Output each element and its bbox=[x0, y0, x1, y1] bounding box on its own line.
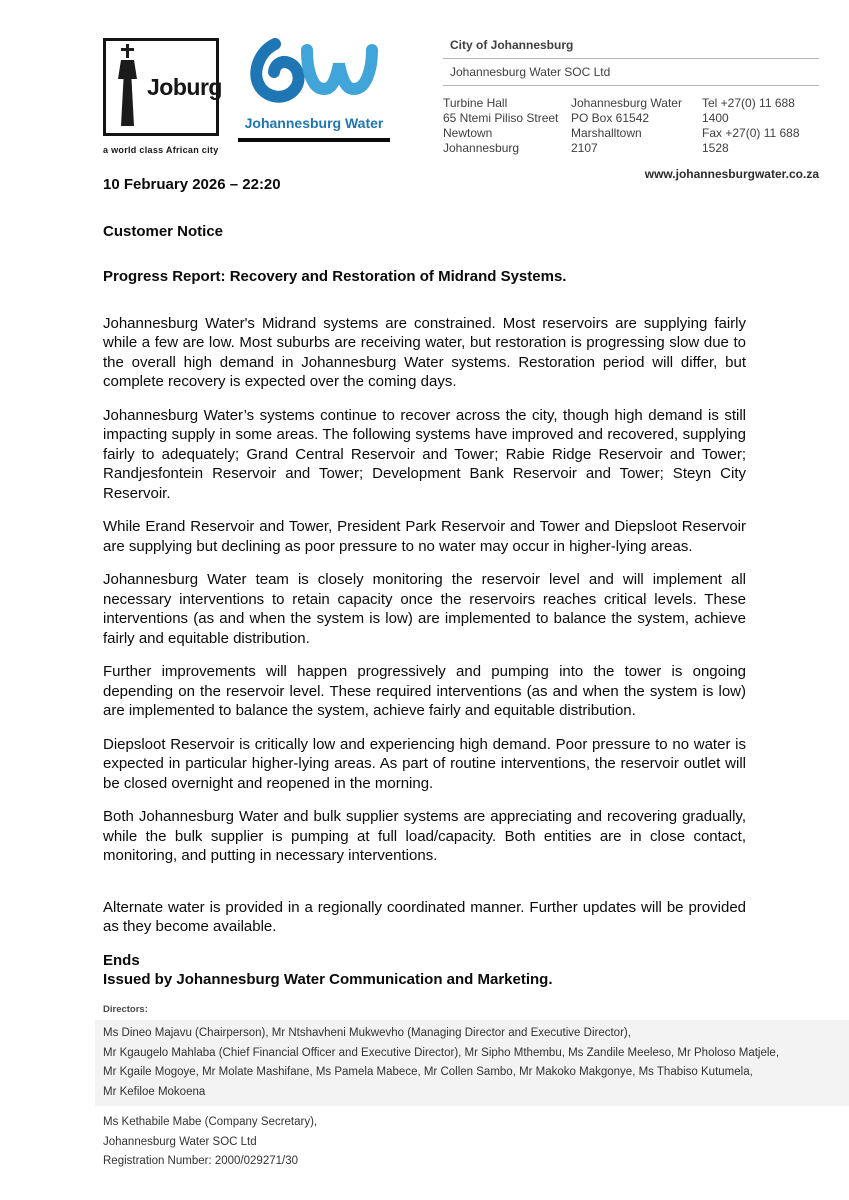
city-name: City of Johannesburg bbox=[450, 38, 574, 52]
secretary-block bbox=[95, 1113, 849, 1172]
address-line: 2107 bbox=[571, 141, 598, 155]
header-divider bbox=[443, 85, 819, 86]
address-line: Marshalltown bbox=[571, 126, 642, 140]
ends-label: Ends bbox=[103, 951, 140, 969]
address-line: Johannesburg Water bbox=[571, 96, 682, 110]
jw-logo-text: Johannesburg Water bbox=[244, 115, 384, 131]
tel-line: Tel +27(0) 11 688 1400 bbox=[702, 96, 795, 125]
directors-line: Mr Kgaile Mogoye, Mr Molate Mashifane, Ms Pamela Mabece, Mr Collen Sambo, Mr Makoko Makgonye, Ms Thabiso Kutumela, bbox=[103, 1066, 753, 1078]
contact-block bbox=[443, 38, 819, 182]
paragraph: Alternate water is provided in a regionally coordinated manner. Further updates will be provided as they become available. bbox=[103, 898, 746, 935]
document-title: Progress Report: Recovery and Restoration of Midrand Systems. bbox=[103, 268, 567, 285]
paragraph: Johannesburg Water's Midrand systems are constrained. Most reservoirs are supplying fairly while a few are low. Most suburbs are receiving water, but restoration is progressing slow due to the overall high demand in Johannesburg Water systems. Restoration period will differ, but complete recovery is expected over the coming days. bbox=[103, 314, 746, 390]
website-url: www.johannesburgwater.co.za bbox=[644, 167, 819, 181]
company-name: Johannesburg Water SOC Ltd bbox=[450, 65, 611, 79]
secretary-line: Ms Kethabile Mabe (Company Secretary), bbox=[103, 1116, 318, 1128]
paragraph: Both Johannesburg Water and bulk supplier systems are appreciating and recovering gradually, while the bulk supplier is pumping at full load/capacity. Both entities are in close contact, monitoring, and putting in necessary interventions. bbox=[103, 808, 746, 864]
hillbrow-tower-icon bbox=[114, 43, 140, 132]
directors-line: Mr Kgaugelo Mahlaba (Chief Financial Officer and Executive Director), Mr Sipho Mthembu, Ms Zandile Meeleso, Mr Pholoso Matjele, bbox=[103, 1046, 780, 1059]
paragraph: Diepsloot Reservoir is critically low and experiencing high demand. Poor pressure to no water is expected in particular higher-lying areas. As part of routine interventions, the reservoir outlet will be closed overnight and reopened in the morning. bbox=[103, 735, 746, 792]
address-line: Turbine Hall bbox=[443, 96, 508, 110]
directors-label: Directors: bbox=[103, 1004, 148, 1015]
issued-by-line: Issued by Johannesburg Water Communication and Marketing. bbox=[103, 971, 553, 988]
johannesburg-water-logo bbox=[238, 36, 390, 142]
water-waves-icon bbox=[239, 95, 389, 112]
date-line: 10 February 2026 – 22:20 bbox=[103, 176, 281, 193]
notice-type-heading: Customer Notice bbox=[103, 222, 224, 240]
header-divider bbox=[443, 58, 819, 59]
document-body bbox=[103, 175, 746, 990]
joburg-tagline: a world class African city bbox=[103, 145, 219, 155]
directors-line: Ms Dineo Majavu (Chairperson), Mr Ntshavheni Mukwevho (Managing Director and Executive Director), bbox=[103, 1027, 631, 1039]
fax-line: Fax +27(0) 11 688 1528 bbox=[702, 126, 800, 155]
jw-logo-rule bbox=[238, 138, 390, 142]
address-line: 65 Ntemi Piliso Street bbox=[443, 111, 559, 125]
joburg-logo bbox=[103, 38, 222, 155]
footer-company: Johannesburg Water SOC Ltd bbox=[103, 1135, 257, 1148]
address-line: Newtown bbox=[443, 126, 493, 140]
joburg-logo-box bbox=[103, 38, 222, 136]
paragraph: Further improvements will happen progressively and pumping into the tower is ongoing depending on the reservoir level. These required interventions (as and when the system is low) are implemented to balance the system, achieve fairly and equitable distribution. bbox=[103, 663, 746, 719]
phone-column bbox=[702, 96, 819, 156]
paragraph: While Erand Reservoir and Tower, President Park Reservoir and Tower and Diepsloot Reservoir are supplying but declining as poor pressure to no water may occur in higher-lying areas. bbox=[103, 518, 746, 555]
footer bbox=[95, 1004, 849, 1172]
address-line: PO Box 61542 bbox=[571, 111, 650, 125]
paragraph: Johannesburg Water team is closely monitoring the reservoir level and will implement all necessary interventions to retain capacity once the reservoirs reaches critical levels. These interventions (as and when the system is low) are implemented to balance the system, achieve fairly and equitable distribution. bbox=[103, 571, 746, 647]
registration-number: Registration Number: 2000/029271/30 bbox=[103, 1155, 298, 1167]
address-columns bbox=[443, 96, 819, 156]
directors-line: Mr Kefiloe Mokoena bbox=[103, 1085, 206, 1098]
paragraph: Johannesburg Water’s systems continue to recover across the city, though high demand is still impacting supply in some areas. The following systems have improved and recovered, supplying fairly to adequately; Grand Central Reservoir and Tower; Rabie Ridge Reservoir and Tower; Randjesfontein Reservoir and Tower; Development Bank Reservoir and Tower; Steyn City Reservoir. bbox=[103, 406, 746, 502]
joburg-logo-text: Joburg bbox=[147, 73, 222, 100]
postal-address-column bbox=[571, 96, 702, 156]
street-address-column bbox=[443, 96, 571, 156]
address-line: Johannesburg bbox=[443, 141, 520, 155]
directors-band bbox=[95, 1020, 849, 1106]
